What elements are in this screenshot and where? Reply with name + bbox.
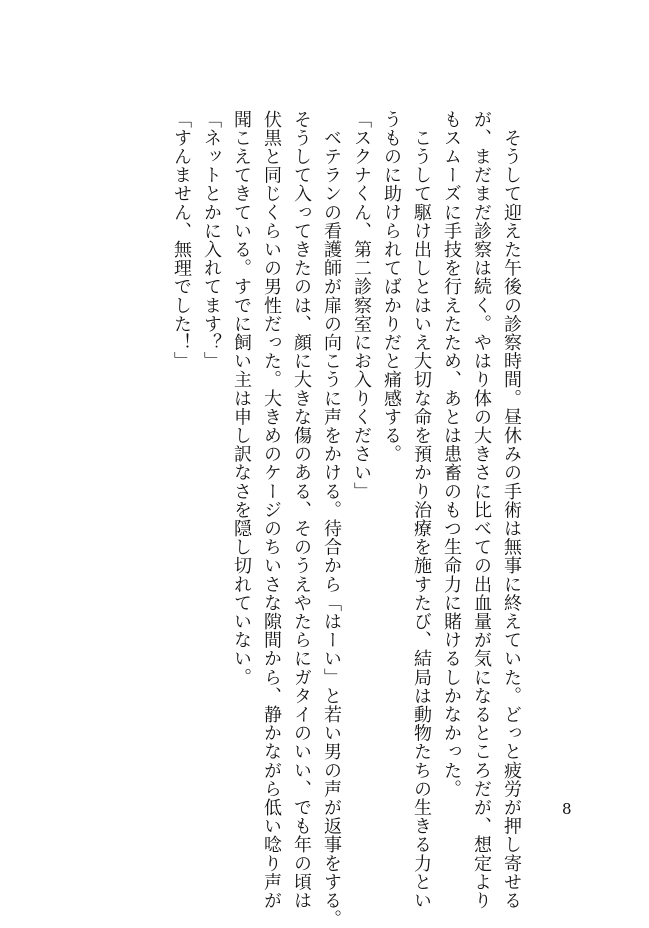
- text-line: が、まだまだ診察は続く。やはり体の大きさに比べての出血量が気になるところだが、想定より: [471, 110, 492, 910]
- text-line: うものに助けられてばかりだと痛感する。: [381, 110, 402, 464]
- text-line: 聞こえてきている。すでに飼い主は申し訳なさを隠し切れていない。: [231, 110, 252, 687]
- text-line: そうして入ってきたのは、顔に大きな傷のある、そのうえやたらにガタイのいい、でも年の頃は: [291, 110, 312, 910]
- text-line: 伏黒と同じくらいの男性だった。大きめのケージのちいさな隙間から、静かながら低い唸り声が: [261, 110, 282, 910]
- text-line: こうして駆け出しとはいえ大切な命を預かり治療を施すたび、結局は動物たちの生きる力とい: [411, 110, 432, 910]
- page-number: 8: [562, 800, 572, 818]
- dialogue-line: 「ネットとかに入れてます？」: [201, 110, 222, 371]
- text-line: ベテランの看護師が扉の向こうに声をかける。待合から「はーい」と若い男の声が返事をする。: [321, 110, 342, 928]
- text-line: もスムーズに手技を行えたため、あとは患畜のもつ生命力に賭けるしかなかった。: [441, 110, 462, 799]
- dialogue-line: 「スクナくん、第二診察室にお入りください」: [351, 110, 372, 501]
- dialogue-line: 「すんません、無理でした！」: [171, 110, 192, 371]
- text-line: そうして迎えた午後の診察時間。昼休みの手術は無事に終えていた。どっと疲労が押し寄せる: [501, 110, 522, 910]
- vertical-text-block: [146, 110, 526, 928]
